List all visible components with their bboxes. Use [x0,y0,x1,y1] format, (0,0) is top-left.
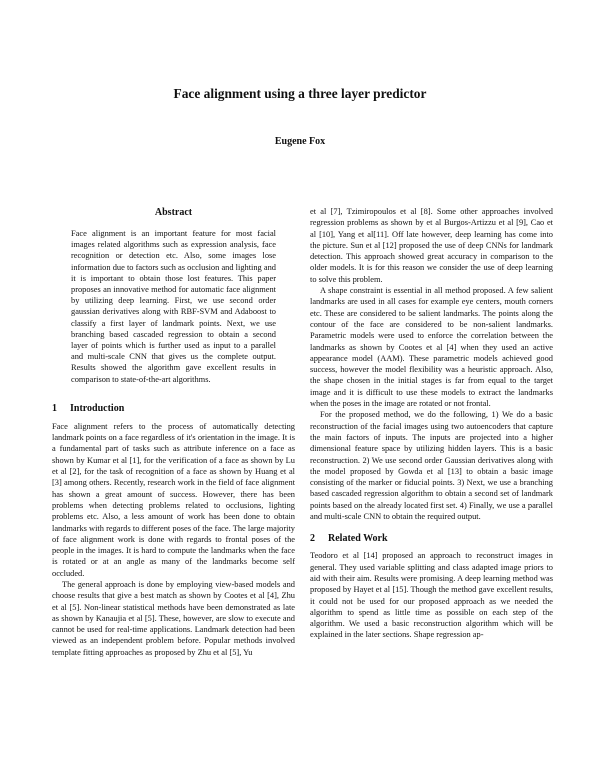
intro-paragraph-1: Face alignment refers to the process of automatically detecting landmark points on a face regardless of it's orientation in the image. It is a fundamental part of tasks such as attribute inference on a face as shown by Kumar et al [1], for the verification of a face as shown by Lu et al [2], for the task of recognition of a face as shown by Huang et al [3] among others. Recently, research work in the field of face alignment has shown a great amount of success. However, there has been problems when detecting problems related to occlusions, lighting problems etc. Also, a less amount of work has been done to obtain landmarks with regards to different poses of the face. The large majority of face alignment work is done with regards to frontal poses of the people in the images. It is hard to compute the landmarks when the face is rotated or at an angle as many of the landmarks become self occluded. [52,421,295,578]
section-heading-introduction [52,402,295,416]
section-number: 1 [52,402,57,414]
section-number: 2 [310,533,315,545]
related-paragraph-1: Teodoro et al [14] proposed an approach to reconstruct images in general. They used variable splitting and class adapted image priors to aid with their aim. Results were promising. A deep learning method was proposed by Hayet et al [15]. Though the method gave excellent results, it could not be used for our proposed approach as we needed the algorithm to spend as little time as possible on each step of the algorithm. We used a basic reconstruction algorithm which will be explained in the later sections. Shape regression ap- [310,551,553,640]
abstract-text: Face alignment is an important feature for most facial images related algorithms such as expression analysis, face recognition or detection etc. Also, some images lose information due to factors such as occlusion and lighting and it is important to obtain those lost features. This paper proposes an innovative method for automatic face alignment by utilizing deep learning. First, we use second order gaussian derivatives along with RBF-SVM and Adaboost to classify a first layer of landmark points. Next, we use branching based cascaded regression to obtain a second layer of points which is further used as input to a parallel and multi-scale CNN that gives us the complete output. Results showed the algorithm gave excellent results in comparison to state-of-the-art algorithms. [71,229,276,384]
intro-paragraph-4: For the proposed method, we do the following, 1) We do a basic reconstruction of the facial images using two autoencoders that capture the main factors of inputs. The inputs are projected into a higher dimensional feature space by utilizing hidden layers. This is a basic reconstruction. 2) We use second order Gaussian derivatives along with the model proposed by Gowda et al [13] to obtain a basic image consisting of the marker or fiducial points. 3) Next, we use a branching based cascaded regression algorithm to obtain a second set of landmark points based on the already located first set. 4) Finally, we use a parallel and multi-scale CNN to obtain the required output. [310,410,553,522]
paper-title: Face alignment using a three layer predictor [173,86,427,101]
section-heading-related-work [310,532,553,546]
paper-author: Eugene Fox [274,136,326,147]
right-column [310,206,553,641]
section-title: Introduction [70,402,125,414]
intro-paragraph-2-continued: et al [7], Tzimiropoulos et al [8]. Some other approaches involved regression problems as shown by et al Burgos-Artizzu et al [9], Cao et al [10], Yang et al[11]. Off late however, deep learning has come into the picture. Sun et al [12] proposed the use of deep CNNs for landmark detection. This approach showed great accuracy in comparison to the older models. It is for this reason we consider the use of deep learning to solve this problem. [310,207,553,284]
intro-paragraph-2: The general approach is done by employing view-based models and choose results that give a best match as shown by Cootes et al [4], Zhu et al [5]. Non-linear statistical methods have been demonstrated as late as shown by Kanaujia et al [5]. These, however, are slow to execute and cannot be used for real-time applications. Landmark detection had been viewed as an independent problem before. Popular methods involved template fitting approaches as proposed by Zhu et al [5], Yu [52,580,295,657]
intro-paragraph-3: A shape constraint is essential in all method proposed. A few salient landmarks are used in all cases for example eye centers, mouth corners etc. These are considered to be salient landmarks. The points along the contour of the face are considered to be non-salient landmarks. Parametric models were used to enforce the correlation between the landmarks as shown by Cootes et al [4] when they used an active appearance model (AAM). These parametric models achieved good success, however the model flexibility was a heuristic approach. Also, the shape chosen in the initial stages is far from equal to the target image and it is difficult to use these models to extract the landmarks when the poses in the image are rotated or not frontal. [310,286,553,409]
left-column [52,206,295,658]
abstract-heading: Abstract [154,207,193,218]
section-title: Related Work [328,533,388,545]
